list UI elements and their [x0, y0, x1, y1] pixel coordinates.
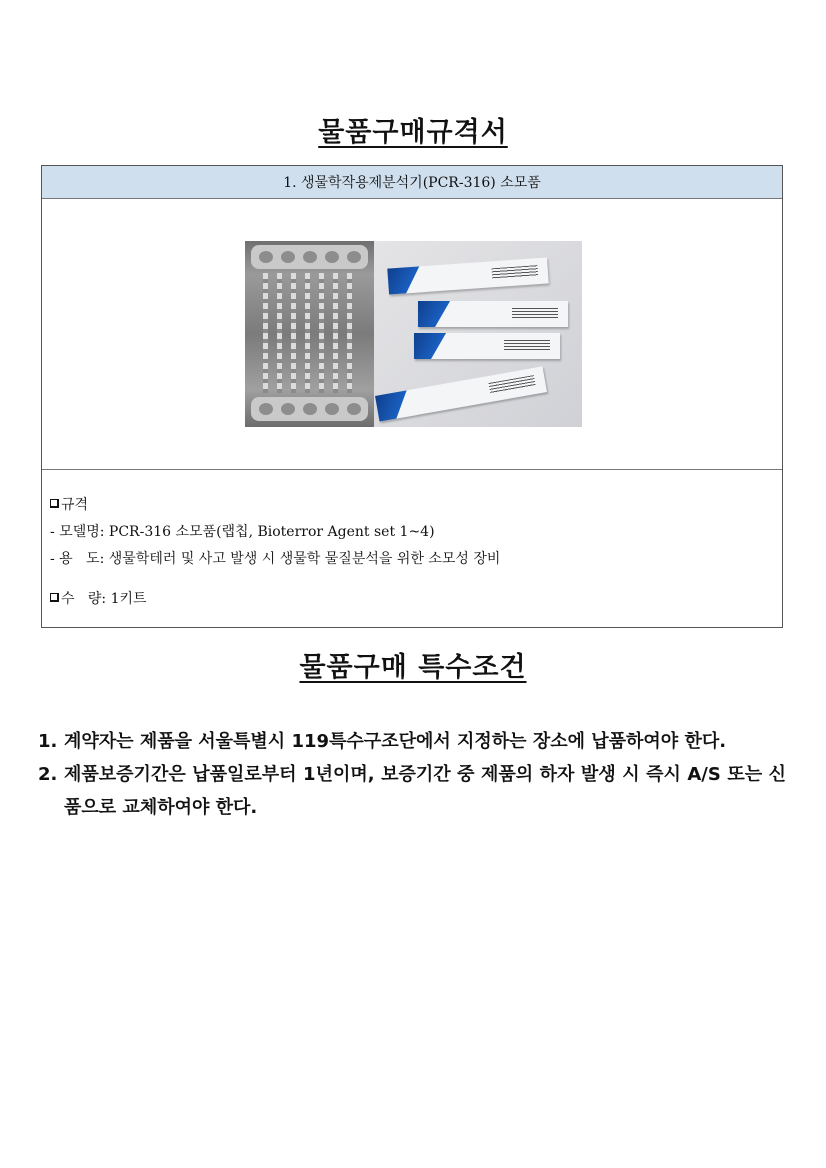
- agent-box: [375, 366, 547, 421]
- chip-wells-top: [251, 245, 368, 269]
- conditions-title: 물품구매 특수조건: [299, 652, 527, 683]
- checkbox-icon: [50, 593, 59, 602]
- photo-cell: [42, 199, 782, 470]
- quantity-line: 수 량: 1키트: [50, 586, 782, 613]
- product-photo: [245, 241, 582, 427]
- item-header: 1. 생물학작용제분석기(PCR-316) 소모품: [42, 166, 782, 199]
- agent-box: [414, 333, 560, 359]
- document-title: 물품구매규격서: [318, 117, 508, 148]
- conditions-list: [38, 725, 786, 824]
- usage-line: - 용 도: 생물학테러 및 사고 발생 시 생물학 물질분석을 위한 소모성 장비: [50, 551, 501, 567]
- agent-box: [418, 301, 568, 327]
- spec-section-label: 규격: [50, 492, 782, 519]
- chip-wells-bottom: [251, 397, 368, 421]
- agent-box: [387, 257, 548, 294]
- model-line: - 모델명: PCR-316 소모품(랩칩, Bioterror Agent set 1~4): [50, 524, 435, 540]
- lab-chip-image: [245, 241, 374, 427]
- spec-body: [42, 470, 782, 613]
- condition-item: 2. 제품보증기간은 납품일로부터 1년이며, 보증기간 중 제품의 하자 발생 시 즉시 A/S 또는 신품으로 교체하여야 한다.: [38, 764, 786, 818]
- agent-set-boxes-image: [374, 241, 582, 427]
- spec-table: [41, 165, 783, 628]
- condition-item: 1. 계약자는 제품을 서울특별시 119특수구조단에서 지정하는 장소에 납품하여야 한다.: [38, 731, 727, 752]
- checkbox-icon: [50, 499, 59, 508]
